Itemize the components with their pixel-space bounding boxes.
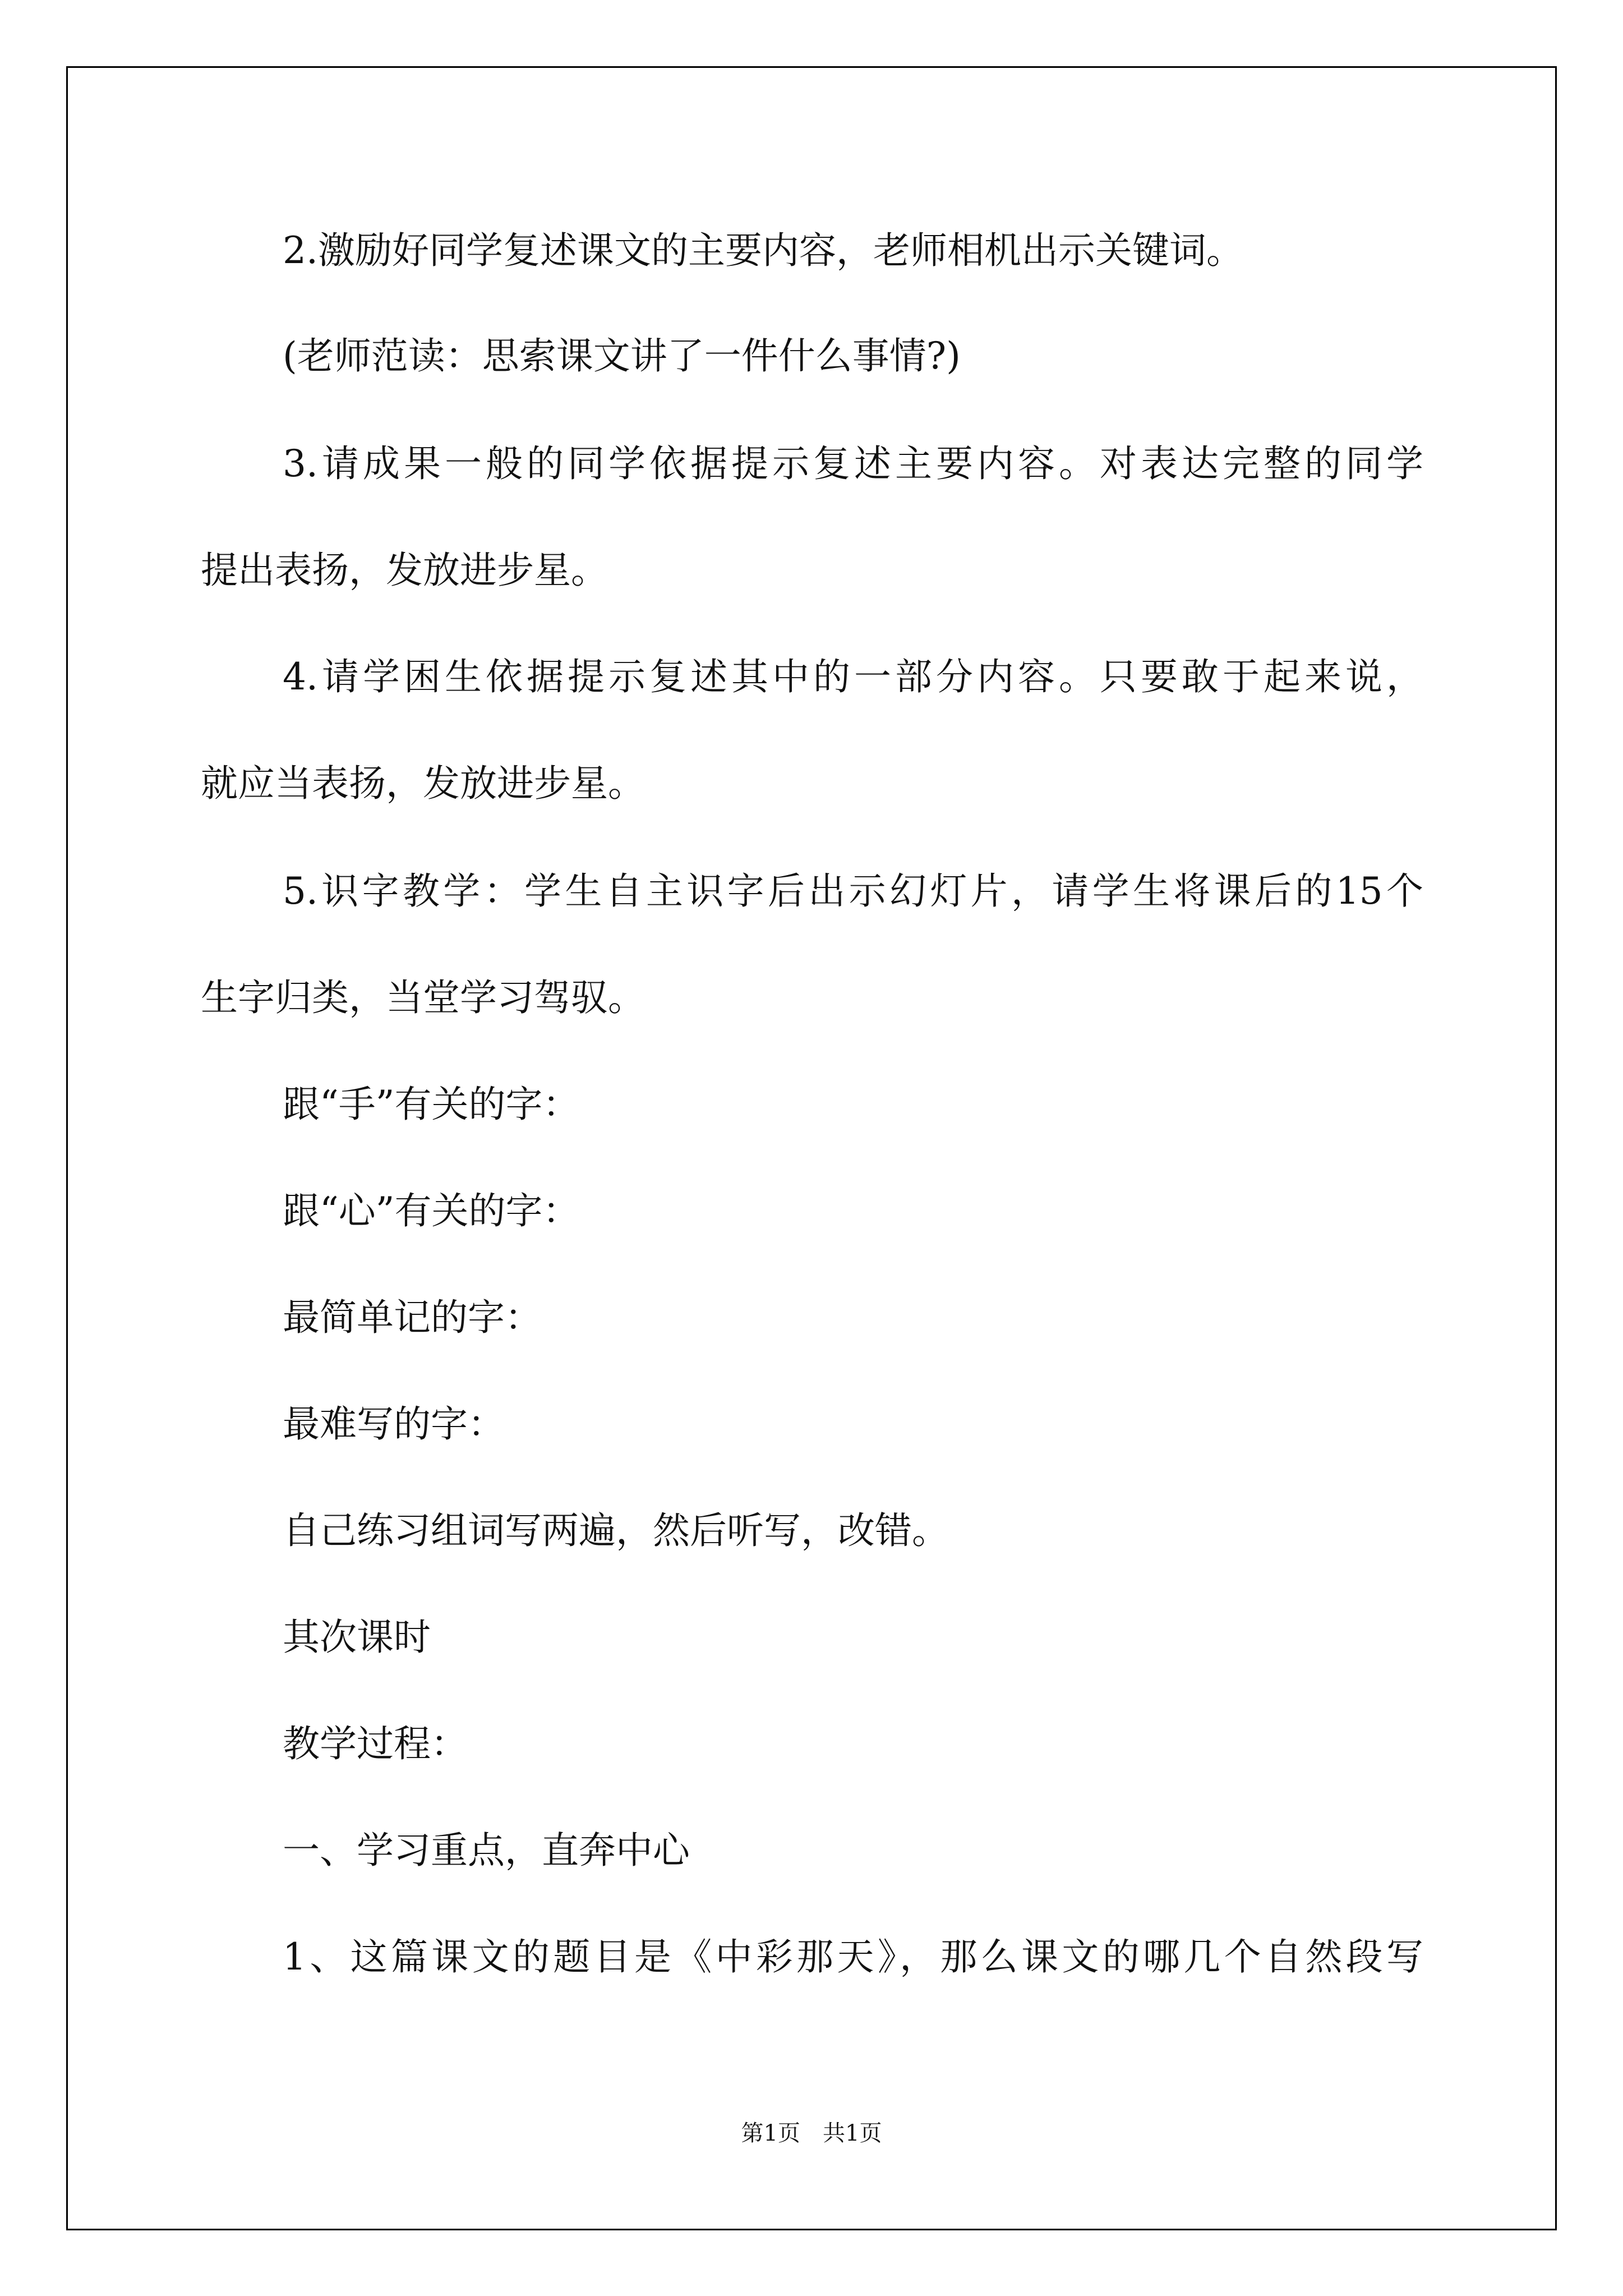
paragraph-line: 跟“手”有关的字： bbox=[283, 1083, 580, 1126]
paragraph-line: 跟“心”有关的字： bbox=[283, 1189, 580, 1232]
paragraph-line: 一、学习重点，直奔中心 bbox=[283, 1829, 690, 1872]
paragraph-line: 2.激励好同学复述课文的主要内容，老师相机出示关键词。 bbox=[283, 229, 1243, 272]
paragraph-line: 教学过程： bbox=[283, 1722, 468, 1765]
paragraph-line: (老师范读：思索课文讲了一件什么事情?) bbox=[283, 334, 961, 378]
paragraph-line: 其次课时 bbox=[283, 1616, 431, 1659]
paragraph-line: 提出表扬，发放进步星。 bbox=[201, 549, 608, 592]
paragraph-line: 5.识字教学：学生自主识字后出示幻灯片，请学生将课后的15个 bbox=[283, 869, 1423, 913]
paragraph-line: 最难写的字： bbox=[283, 1402, 505, 1446]
paragraph-line: 最简单记的字： bbox=[283, 1296, 542, 1339]
paragraph-line: 生字归类，当堂学习驾驭。 bbox=[201, 976, 645, 1019]
paragraph-line: 1、这篇课文的题目是《中彩那天》，那么课文的哪几个自然段写 bbox=[283, 1935, 1423, 1978]
paragraph-line: 3.请成果一般的同学依据提示复述主要内容。对表达完整的同学 bbox=[283, 442, 1423, 485]
page-border bbox=[66, 66, 1557, 2230]
paragraph-line: 自己练习组词写两遍，然后听写，改错。 bbox=[283, 1509, 949, 1552]
paragraph-line: 就应当表扬，发放进步星。 bbox=[201, 762, 645, 805]
page-footer: 第1页 共1页 bbox=[741, 2120, 882, 2146]
paragraph-line: 4.请学困生依据提示复述其中的一部分内容。只要敢于起来说， bbox=[283, 655, 1423, 698]
